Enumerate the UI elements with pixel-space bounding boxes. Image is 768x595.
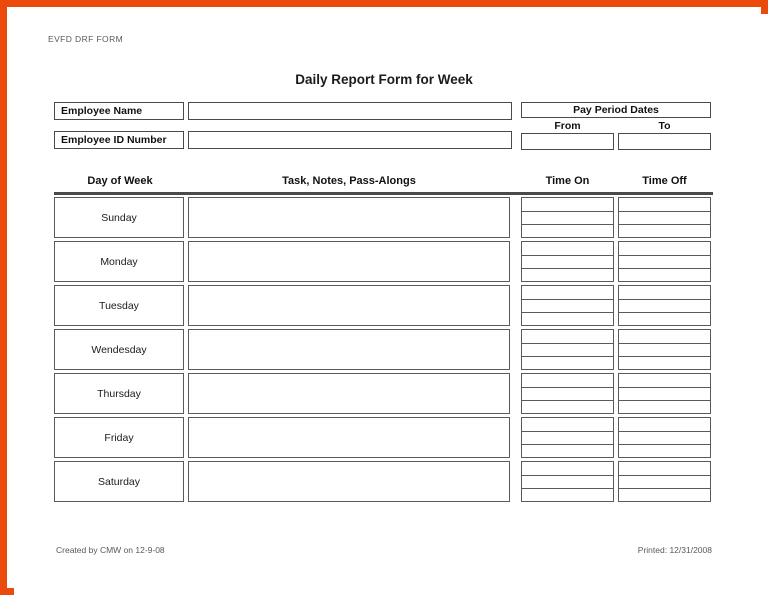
employee-name-label: Employee Name: [54, 102, 184, 120]
time-off-cell[interactable]: [618, 329, 711, 370]
time-on-cell[interactable]: [521, 241, 614, 282]
time-on-cell[interactable]: [521, 197, 614, 238]
time-cell-divider: [619, 255, 710, 256]
time-off-cell[interactable]: [618, 197, 711, 238]
time-cell-divider: [522, 431, 613, 432]
table-row: [54, 373, 713, 414]
pay-period-title: Pay Period Dates: [521, 102, 711, 118]
time-cell-divider: [522, 255, 613, 256]
column-header-day-of-week: Day of Week: [87, 175, 153, 187]
day-of-week-cell: Friday: [54, 417, 184, 458]
time-on-cell[interactable]: [521, 417, 614, 458]
time-cell-divider: [619, 312, 710, 313]
time-cell-divider: [522, 343, 613, 344]
time-cell-divider: [619, 488, 710, 489]
time-on-cell[interactable]: [521, 285, 614, 326]
time-cell-divider: [619, 343, 710, 344]
time-off-cell[interactable]: [618, 285, 711, 326]
time-cell-divider: [619, 211, 710, 212]
pay-period-from-label: From: [554, 120, 581, 132]
employee-id-input[interactable]: [188, 131, 512, 149]
day-of-week-cell: Tuesday: [54, 285, 184, 326]
footer-printed-date: Printed: 12/31/2008: [637, 545, 712, 555]
table-row: [54, 241, 713, 282]
time-cell-divider: [522, 444, 613, 445]
task-notes-cell[interactable]: [188, 417, 510, 458]
time-cell-divider: [619, 356, 710, 357]
time-cell-divider: [619, 431, 710, 432]
time-off-cell[interactable]: [618, 241, 711, 282]
time-cell-divider: [522, 356, 613, 357]
day-of-week-cell: Thursday: [54, 373, 184, 414]
time-cell-divider: [619, 299, 710, 300]
column-header-time-on: Time On: [545, 175, 590, 187]
time-cell-divider: [522, 268, 613, 269]
task-notes-cell[interactable]: [188, 241, 510, 282]
time-off-cell[interactable]: [618, 461, 711, 502]
time-cell-divider: [522, 400, 613, 401]
time-on-cell[interactable]: [521, 461, 614, 502]
time-cell-divider: [619, 444, 710, 445]
employee-name-input[interactable]: [188, 102, 512, 120]
task-notes-cell[interactable]: [188, 285, 510, 326]
daily-report-table: [54, 197, 713, 506]
task-notes-cell[interactable]: [188, 461, 510, 502]
pay-period-to-input[interactable]: [618, 133, 711, 150]
time-cell-divider: [619, 387, 710, 388]
day-of-week-cell: Monday: [54, 241, 184, 282]
time-cell-divider: [522, 312, 613, 313]
time-cell-divider: [619, 268, 710, 269]
page-title: Daily Report Form for Week: [295, 72, 473, 87]
pay-period-to-label: To: [658, 120, 671, 132]
time-on-cell[interactable]: [521, 329, 614, 370]
day-of-week-cell: Sunday: [54, 197, 184, 238]
time-cell-divider: [619, 475, 710, 476]
time-cell-divider: [522, 211, 613, 212]
time-cell-divider: [522, 299, 613, 300]
time-cell-divider: [619, 400, 710, 401]
employee-id-label: Employee ID Number: [54, 131, 184, 149]
time-cell-divider: [522, 488, 613, 489]
time-off-cell[interactable]: [618, 373, 711, 414]
time-cell-divider: [522, 224, 613, 225]
time-cell-divider: [522, 475, 613, 476]
pay-period-from-input[interactable]: [521, 133, 614, 150]
table-row: [54, 285, 713, 326]
time-on-cell[interactable]: [521, 373, 614, 414]
day-of-week-cell: Saturday: [54, 461, 184, 502]
table-row: [54, 461, 713, 502]
day-of-week-cell: Wendesday: [54, 329, 184, 370]
column-header-time-off: Time Off: [642, 175, 687, 187]
table-row: [54, 329, 713, 370]
time-cell-divider: [619, 224, 710, 225]
table-header-divider: [54, 192, 713, 195]
form-code-label: EVFD DRF FORM: [48, 34, 124, 44]
time-off-cell[interactable]: [618, 417, 711, 458]
table-row: [54, 197, 713, 238]
table-row: [54, 417, 713, 458]
footer-created-by: Created by CMW on 12-9-08: [56, 545, 165, 555]
task-notes-cell[interactable]: [188, 373, 510, 414]
time-cell-divider: [522, 387, 613, 388]
column-header-task-notes: Task, Notes, Pass-Alongs: [282, 175, 416, 187]
task-notes-cell[interactable]: [188, 197, 510, 238]
task-notes-cell[interactable]: [188, 329, 510, 370]
